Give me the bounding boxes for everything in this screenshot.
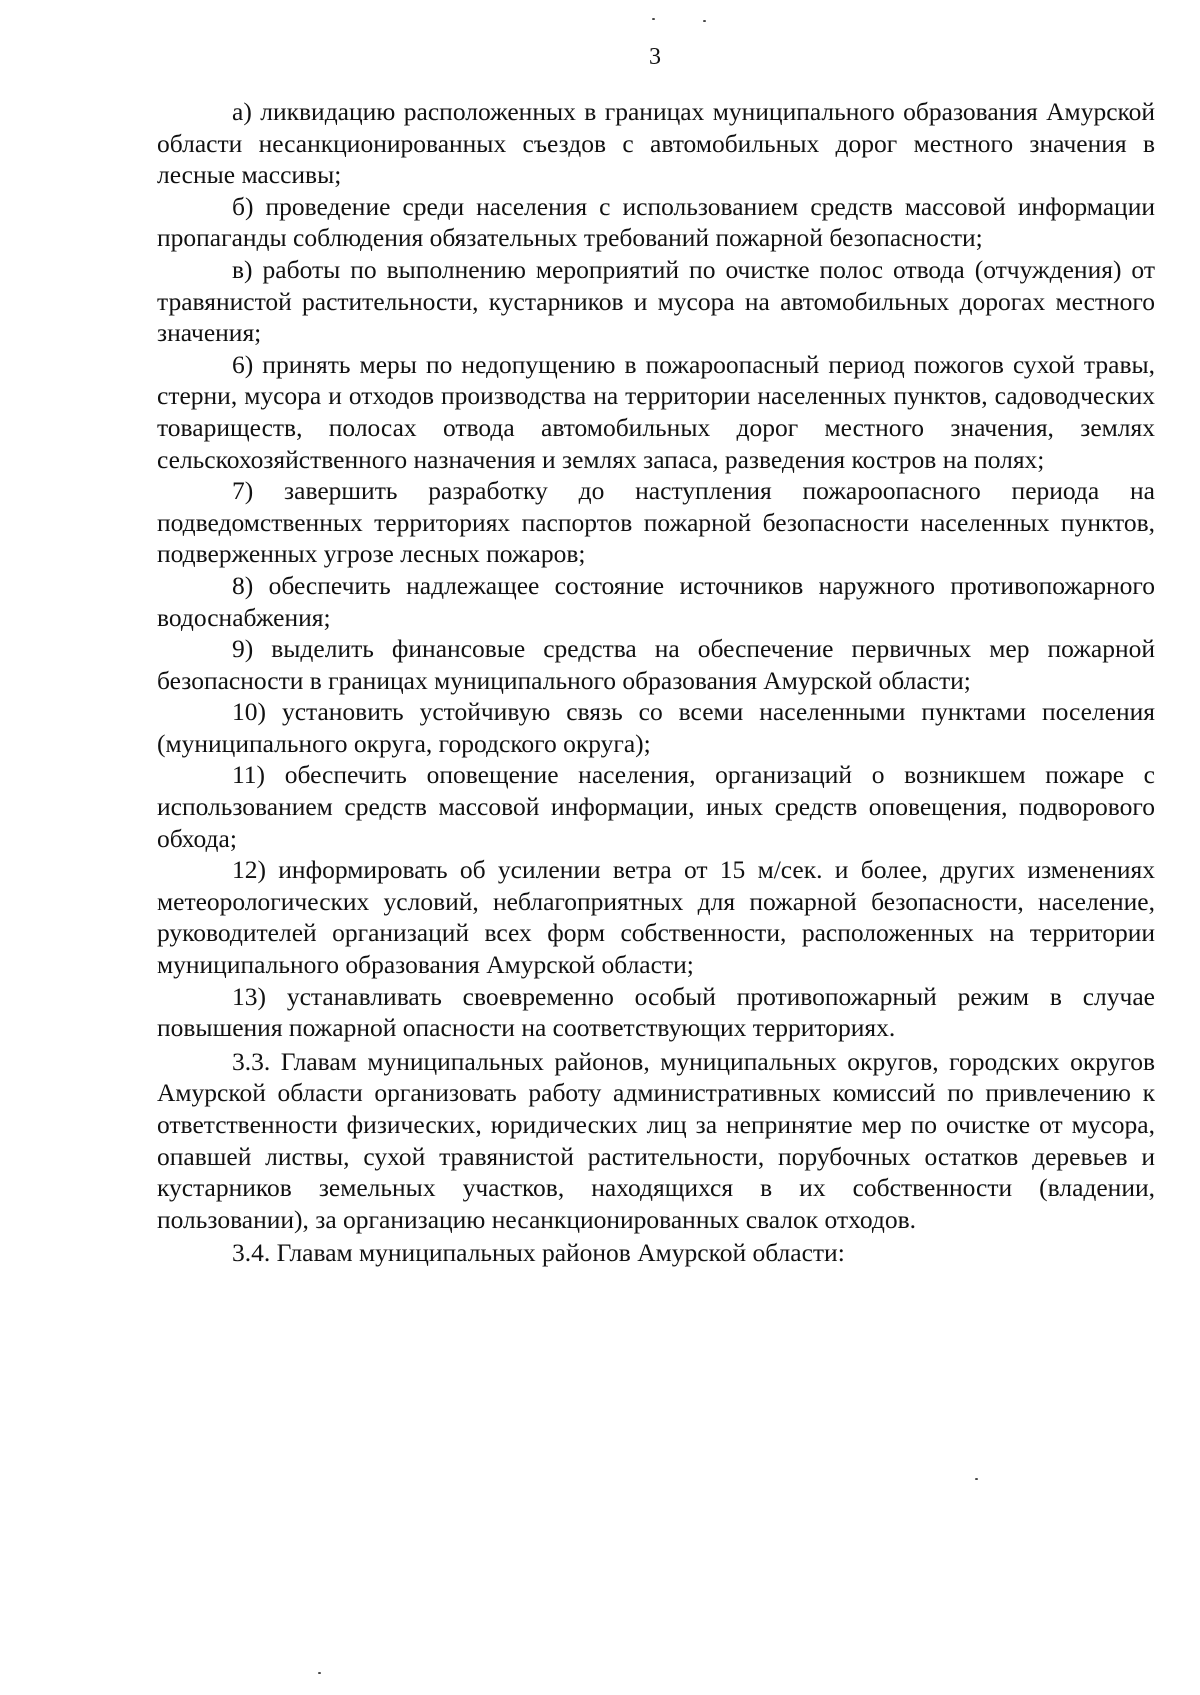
paragraph-3-3: 3.3. Главам муниципальных районов, муниципальных округов, городских округов Амурской области организовать работу административных комиссий по привлечению к ответственности физических, юридических лиц за непринятие мер по очистке от мусора, опавшей листвы, сухой травянистой растительности, порубочных остатков деревьев и кустарников земельных участков, находящихся в их собственности (владении, пользовании), за организацию несанкционированных свалок отходов. [157, 1046, 1155, 1234]
scan-speck [652, 18, 655, 20]
paragraph-6: 6) принять меры по недопущению в пожароопасный период пожогов сухой травы, стерни, мусора и отходов производства на территории населенных пунктов, садоводческих товариществ, полосах отвода автомобильных дорог местного значения, землях сельскохозяйственного назначения и землях запаса, разведения костров на полях; [157, 349, 1155, 474]
paragraph-12: 12) информировать об усилении ветра от 15 м/сек. и более, других изменениях метеорологических условий, неблагоприятных для пожарной безопасности, население, руководителей организаций всех форм собственности, расположенных на территории муниципального образования Амурской области; [157, 855, 1155, 980]
paragraph-3-4: 3.4. Главам муниципальных районов Амурской области: [232, 1238, 845, 1268]
paragraph-11: 11) обеспечить оповещение населения, организаций о возникшем пожаре с использованием средств массовой информации, иных средств оповещения, подворового обхода; [157, 760, 1155, 853]
paragraph-10: 10) установить устойчивую связь со всеми населенными пунктами поселения (муниципального округа, городского округа); [157, 697, 1155, 758]
document-body [157, 96, 1155, 1269]
scan-speck [703, 20, 706, 22]
paragraph-7: 7) завершить разработку до наступления пожароопасного периода на подведомственных территориях паспортов пожарной безопасности населенных пунктов, подверженных угрозе лесных пожаров; [157, 476, 1155, 569]
scan-speck [975, 1478, 978, 1480]
page-number: 3 [649, 44, 661, 70]
scan-speck [318, 1672, 321, 1674]
paragraph-b: б) проведение среди населения с использованием средств массовой информации пропаганды соблюдения обязательных требований пожарной безопасности; [157, 191, 1155, 253]
paragraph-a: а) ликвидацию расположенных в границах муниципального образования Амурской области несанкционированных съездов с автомобильных дорог местного значения в лесные массивы; [157, 97, 1155, 190]
paragraph-8: 8) обеспечить надлежащее состояние источников наружного противопожарного водоснабжения; [157, 570, 1155, 632]
paragraph-v: в) работы по выполнению мероприятий по очистке полос отвода (отчуждения) от травянистой растительности, кустарников и мусора на автомобильных дорогах местного значения; [157, 254, 1155, 348]
paragraph-9: 9) выделить финансовые средства на обеспечение первичных мер пожарной безопасности в границах муниципального образования Амурской области; [157, 634, 1155, 695]
paragraph-13: 13) устанавливать своевременно особый противопожарный режим в случае повышения пожарной опасности на соответствующих территориях. [157, 981, 1155, 1043]
